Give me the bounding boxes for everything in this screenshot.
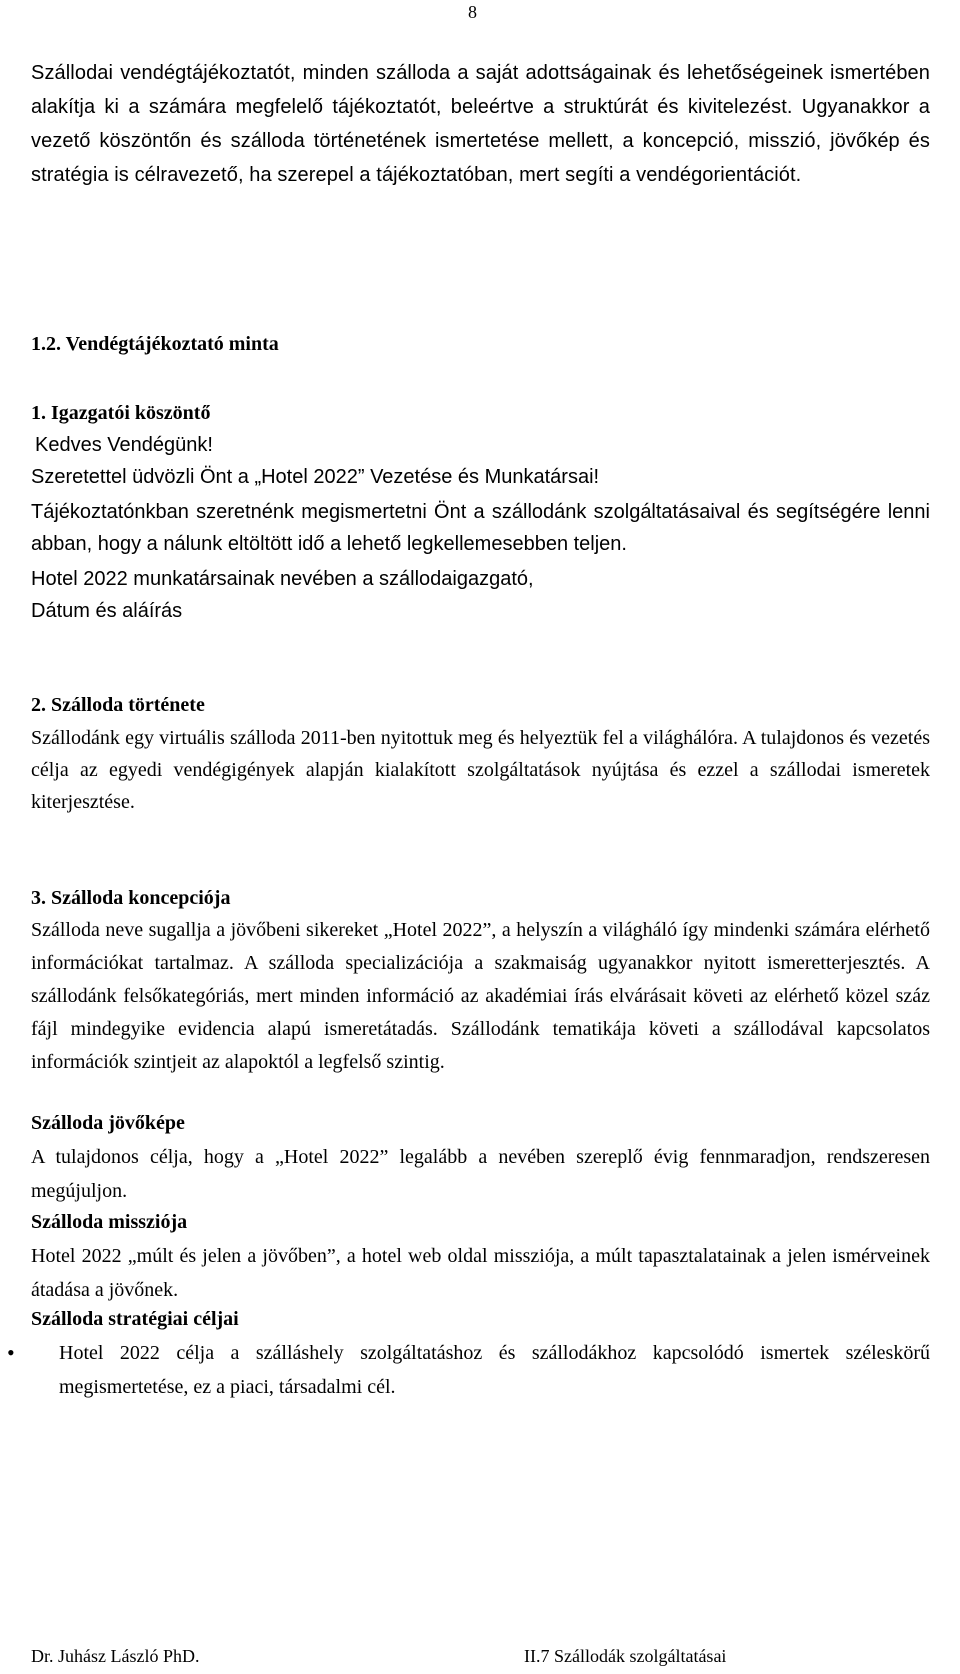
intro-paragraph: Szállodai vendégtájékoztatót, minden szálloda a saját adottságainak és lehetőségeinek ismertében alakítja ki a számára megfelelő tájékoztatót, beleértve a struktúrát és kivitelezést. Ugyanakkor a vezető köszöntőn és szálloda történetének ismertetése mellett, a koncepció, misszió, jövőkép és stratégia is célravezető, ha szerepel a tájékoztatóban, mert segíti a vendégorientációt. [31, 62, 930, 186]
vision-paragraph: A tulajdonos célja, hogy a „Hotel 2022” legalább a nevében szereplő évig fennmaradjon, rendszeresen megújuljon. [31, 1146, 930, 1202]
footer-author: Dr. Juhász László PhD. [31, 1646, 200, 1666]
mission-paragraph: Hotel 2022 „múlt és jelen a jövőben”, a hotel web oldal missziója, a múlt tapasztalatainak a jelen ismérveinek átadása a jövőnek. [31, 1245, 930, 1301]
greeting-salutation: Kedves Vendégünk! [35, 434, 213, 456]
history-heading: 2. Szálloda története [31, 694, 205, 716]
greeting-signoff: Hotel 2022 munkatársainak nevében a szállodaigazgató, [31, 568, 534, 590]
concept-heading: 3. Szálloda koncepciója [31, 887, 231, 909]
mission-heading: Szálloda missziója [31, 1211, 188, 1233]
strategy-heading: Szálloda stratégiai céljai [31, 1308, 239, 1330]
greeting-date-signature: Dátum és aláírás [31, 600, 183, 622]
greeting-welcome: Szeretettel üdvözli Önt a „Hotel 2022” Vezetése és Munkatársai! [31, 466, 600, 488]
greeting-heading: 1. Igazgatói köszöntő [31, 402, 211, 424]
strategy-bullet-list [7, 1336, 930, 1404]
section-heading: 1.2. Vendégtájékoztató minta [31, 333, 279, 355]
footer-course: II.7 Szállodák szolgáltatásai [524, 1646, 727, 1666]
bullet-dot: • [7, 1340, 15, 1365]
page-number: 8 [468, 2, 477, 22]
concept-paragraph: Szálloda neve sugallja a jövőbeni sikereket „Hotel 2022”, a helyszín a világháló így mindenki számára elérhető információkat tartalmaz. A szálloda specializációja a szakmaiság ugyanakkor nyitott ismeretterjesztés. A szállodánk felsőkategóriás, mert minden információ az akadémiai írás elvárásait követi az elérhető közel száz fájl mindegyike evidencia alapú ismeretátadás. Szállodánk tematikája követi a szállodával kapcsolatos információk szintjeit az alapoktól a legfelső szintig. [31, 919, 930, 1073]
greeting-paragraph: Tájékoztatónkban szeretnénk megismertetni Önt a szállodánk szolgáltatásaival és segítségére lenni abban, hogy a nálunk eltöltött idő a lehető legkellemesebben teljen. [31, 501, 930, 555]
strategy-bullet-item [45, 1336, 930, 1404]
history-paragraph: Szállodánk egy virtuális szálloda 2011-ben nyitottuk meg és helyeztük fel a világhálóra. A tulajdonos és vezetés célja az egyedi vendégigények alapján kialakított szolgáltatások nyújtása és ezzel a szállodai ismeretek kiterjesztése. [31, 727, 930, 813]
vision-heading: Szálloda jövőképe [31, 1112, 185, 1134]
strategy-bullet-text: Hotel 2022 célja a szálláshely szolgáltatáshoz és szállodákhoz kapcsolódó ismertek széleskörű megismertetése, ez a piaci, társadalmi cél. [59, 1342, 930, 1398]
